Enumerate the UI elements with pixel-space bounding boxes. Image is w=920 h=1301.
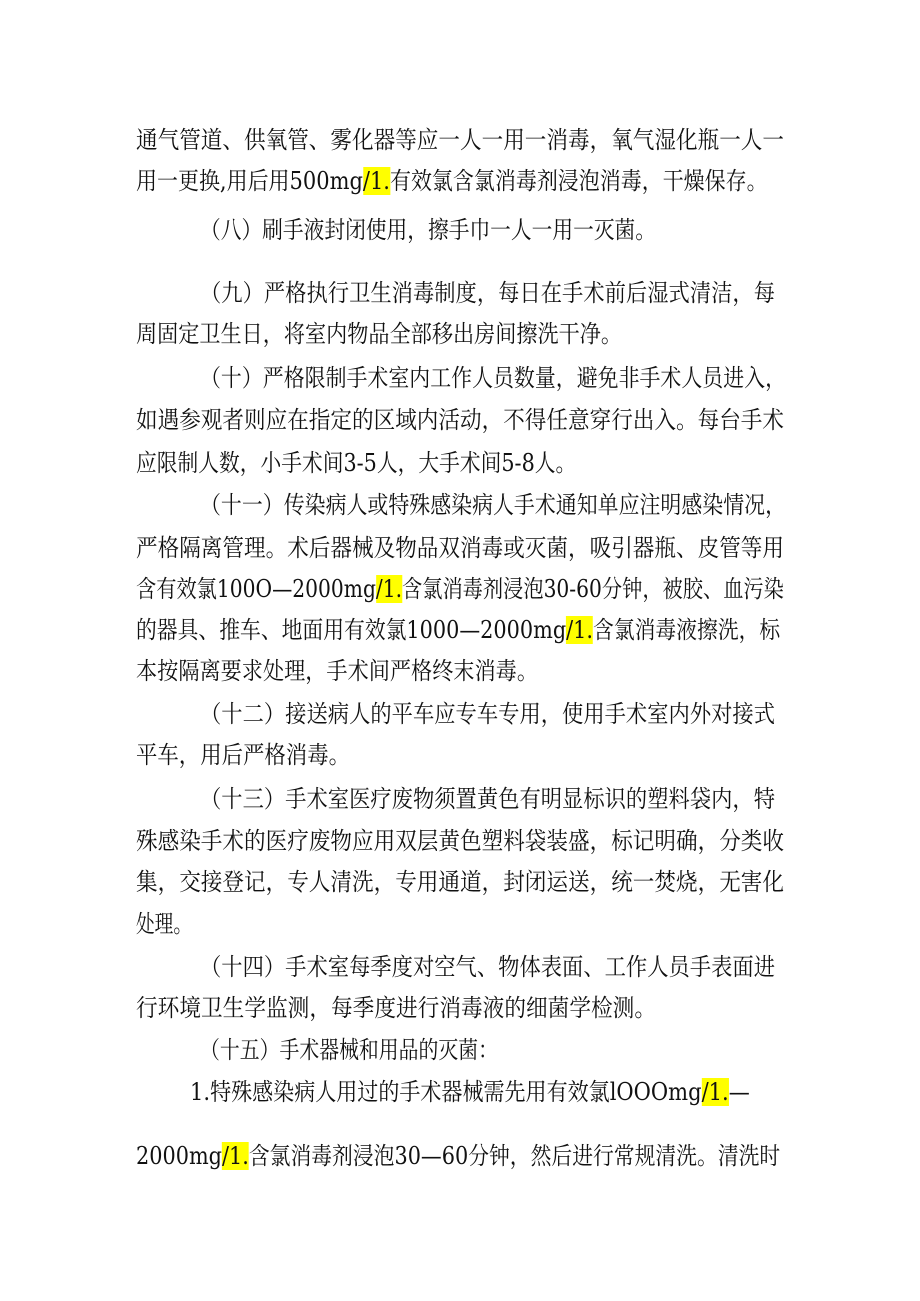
text-line	[136, 825, 784, 857]
text-line	[136, 908, 192, 940]
highlighted-text: /1.	[221, 1142, 249, 1170]
text-line	[200, 783, 775, 815]
text-segment: （八）刷手液封闭使用，擦手巾一人一用一灭菌。	[200, 216, 656, 244]
text-segment: 如遇参观者则应在指定的区域内活动，不得任意穿行出入。每台手术	[136, 406, 784, 434]
text-segment: （十一）传染病人或特殊感染病人手术通知单应注明感染情况，	[200, 491, 786, 519]
text-segment: 应限制人数，小手术间3-5人，大手术间5-8人。	[136, 449, 577, 477]
text-line	[136, 739, 350, 771]
text-segment: （十五）手术器械和用品的灭菌：	[200, 1036, 498, 1064]
text-segment: 1.特殊感染病人用过的手术器械需先用有效氯lOOOmg	[190, 1078, 702, 1106]
text-line	[200, 277, 775, 309]
text-segment: 用一更换,用后用500mg	[136, 167, 363, 195]
text-line	[136, 165, 768, 197]
text-segment: 含氯消毒液擦洗，标	[593, 616, 781, 644]
text-segment: 含有效氯100O—2000mg	[136, 575, 376, 603]
text-line	[200, 698, 775, 730]
text-segment: 本按隔离要求处理，手术间严格终末消毒。	[136, 657, 538, 685]
text-line	[136, 866, 784, 898]
text-segment: 有效氯含氯消毒剂浸泡消毒，干燥保存。	[389, 167, 768, 195]
text-segment: 通气管道、供氧管、雾化器等应一人一用一消毒，氧气湿化瓶一人一	[136, 126, 784, 154]
text-segment: 含氯消毒剂浸泡30-60分钟，被胶、血污染	[402, 575, 784, 603]
text-line	[136, 447, 576, 479]
highlighted-text: /1.	[362, 167, 390, 195]
text-segment: （十四）手术室每季度对空气、物体表面、工作人员手表面进	[200, 953, 775, 981]
text-line	[190, 1076, 750, 1108]
text-segment: （十）严格限制手术室内工作人员数量，避免非手术人员进入，	[200, 364, 786, 392]
text-line	[200, 489, 786, 521]
text-segment: 处理。	[136, 910, 192, 938]
highlighted-text: /1.	[701, 1078, 729, 1106]
text-line	[136, 532, 784, 564]
text-line	[136, 992, 656, 1024]
text-segment: 行环境卫生学监测，每季度进行消毒液的细菌学检测。	[136, 994, 656, 1022]
text-segment: 2000mg	[136, 1142, 222, 1170]
text-line	[136, 1140, 780, 1172]
text-line	[136, 573, 784, 605]
text-segment: 周固定卫生日，将室内物品全部移出房间擦洗干净。	[136, 320, 622, 348]
highlighted-text: /1.	[566, 616, 594, 644]
text-line	[136, 614, 780, 646]
text-line	[200, 214, 656, 246]
text-line	[136, 318, 622, 350]
text-line	[200, 362, 786, 394]
text-line	[136, 124, 784, 156]
text-segment: —	[728, 1078, 750, 1106]
text-segment: （十二）接送病人的平车应专车专用，使用手术室内外对接式	[200, 700, 775, 728]
text-segment: 严格隔离管理。术后器械及物品双消毒或灭菌，吸引器瓶、皮管等用	[136, 534, 784, 562]
highlighted-text: /1.	[375, 575, 403, 603]
text-segment: 含氯消毒剂浸泡30—60分钟，然后进行常规清洗。清洗时	[248, 1142, 781, 1170]
text-segment: （十三）手术室医疗废物须置黄色有明显标识的塑料袋内，特	[200, 785, 775, 813]
text-segment: 殊感染手术的医疗废物应用双层黄色塑料袋装盛，标记明确，分类收	[136, 827, 784, 855]
text-line	[200, 1034, 498, 1066]
text-line	[200, 951, 775, 983]
text-segment: 集，交接登记，专人清洗，专用通道，封闭运送，统一焚烧，无害化	[136, 868, 784, 896]
text-segment: （九）严格执行卫生消毒制度，每日在手术前后湿式清洁，每	[200, 279, 775, 307]
text-segment: 平车，用后严格消毒。	[136, 741, 350, 769]
text-segment: 的器具、推车、地面用有效氯1000—2000mg	[136, 616, 567, 644]
text-line	[136, 404, 784, 436]
text-line	[136, 655, 538, 687]
